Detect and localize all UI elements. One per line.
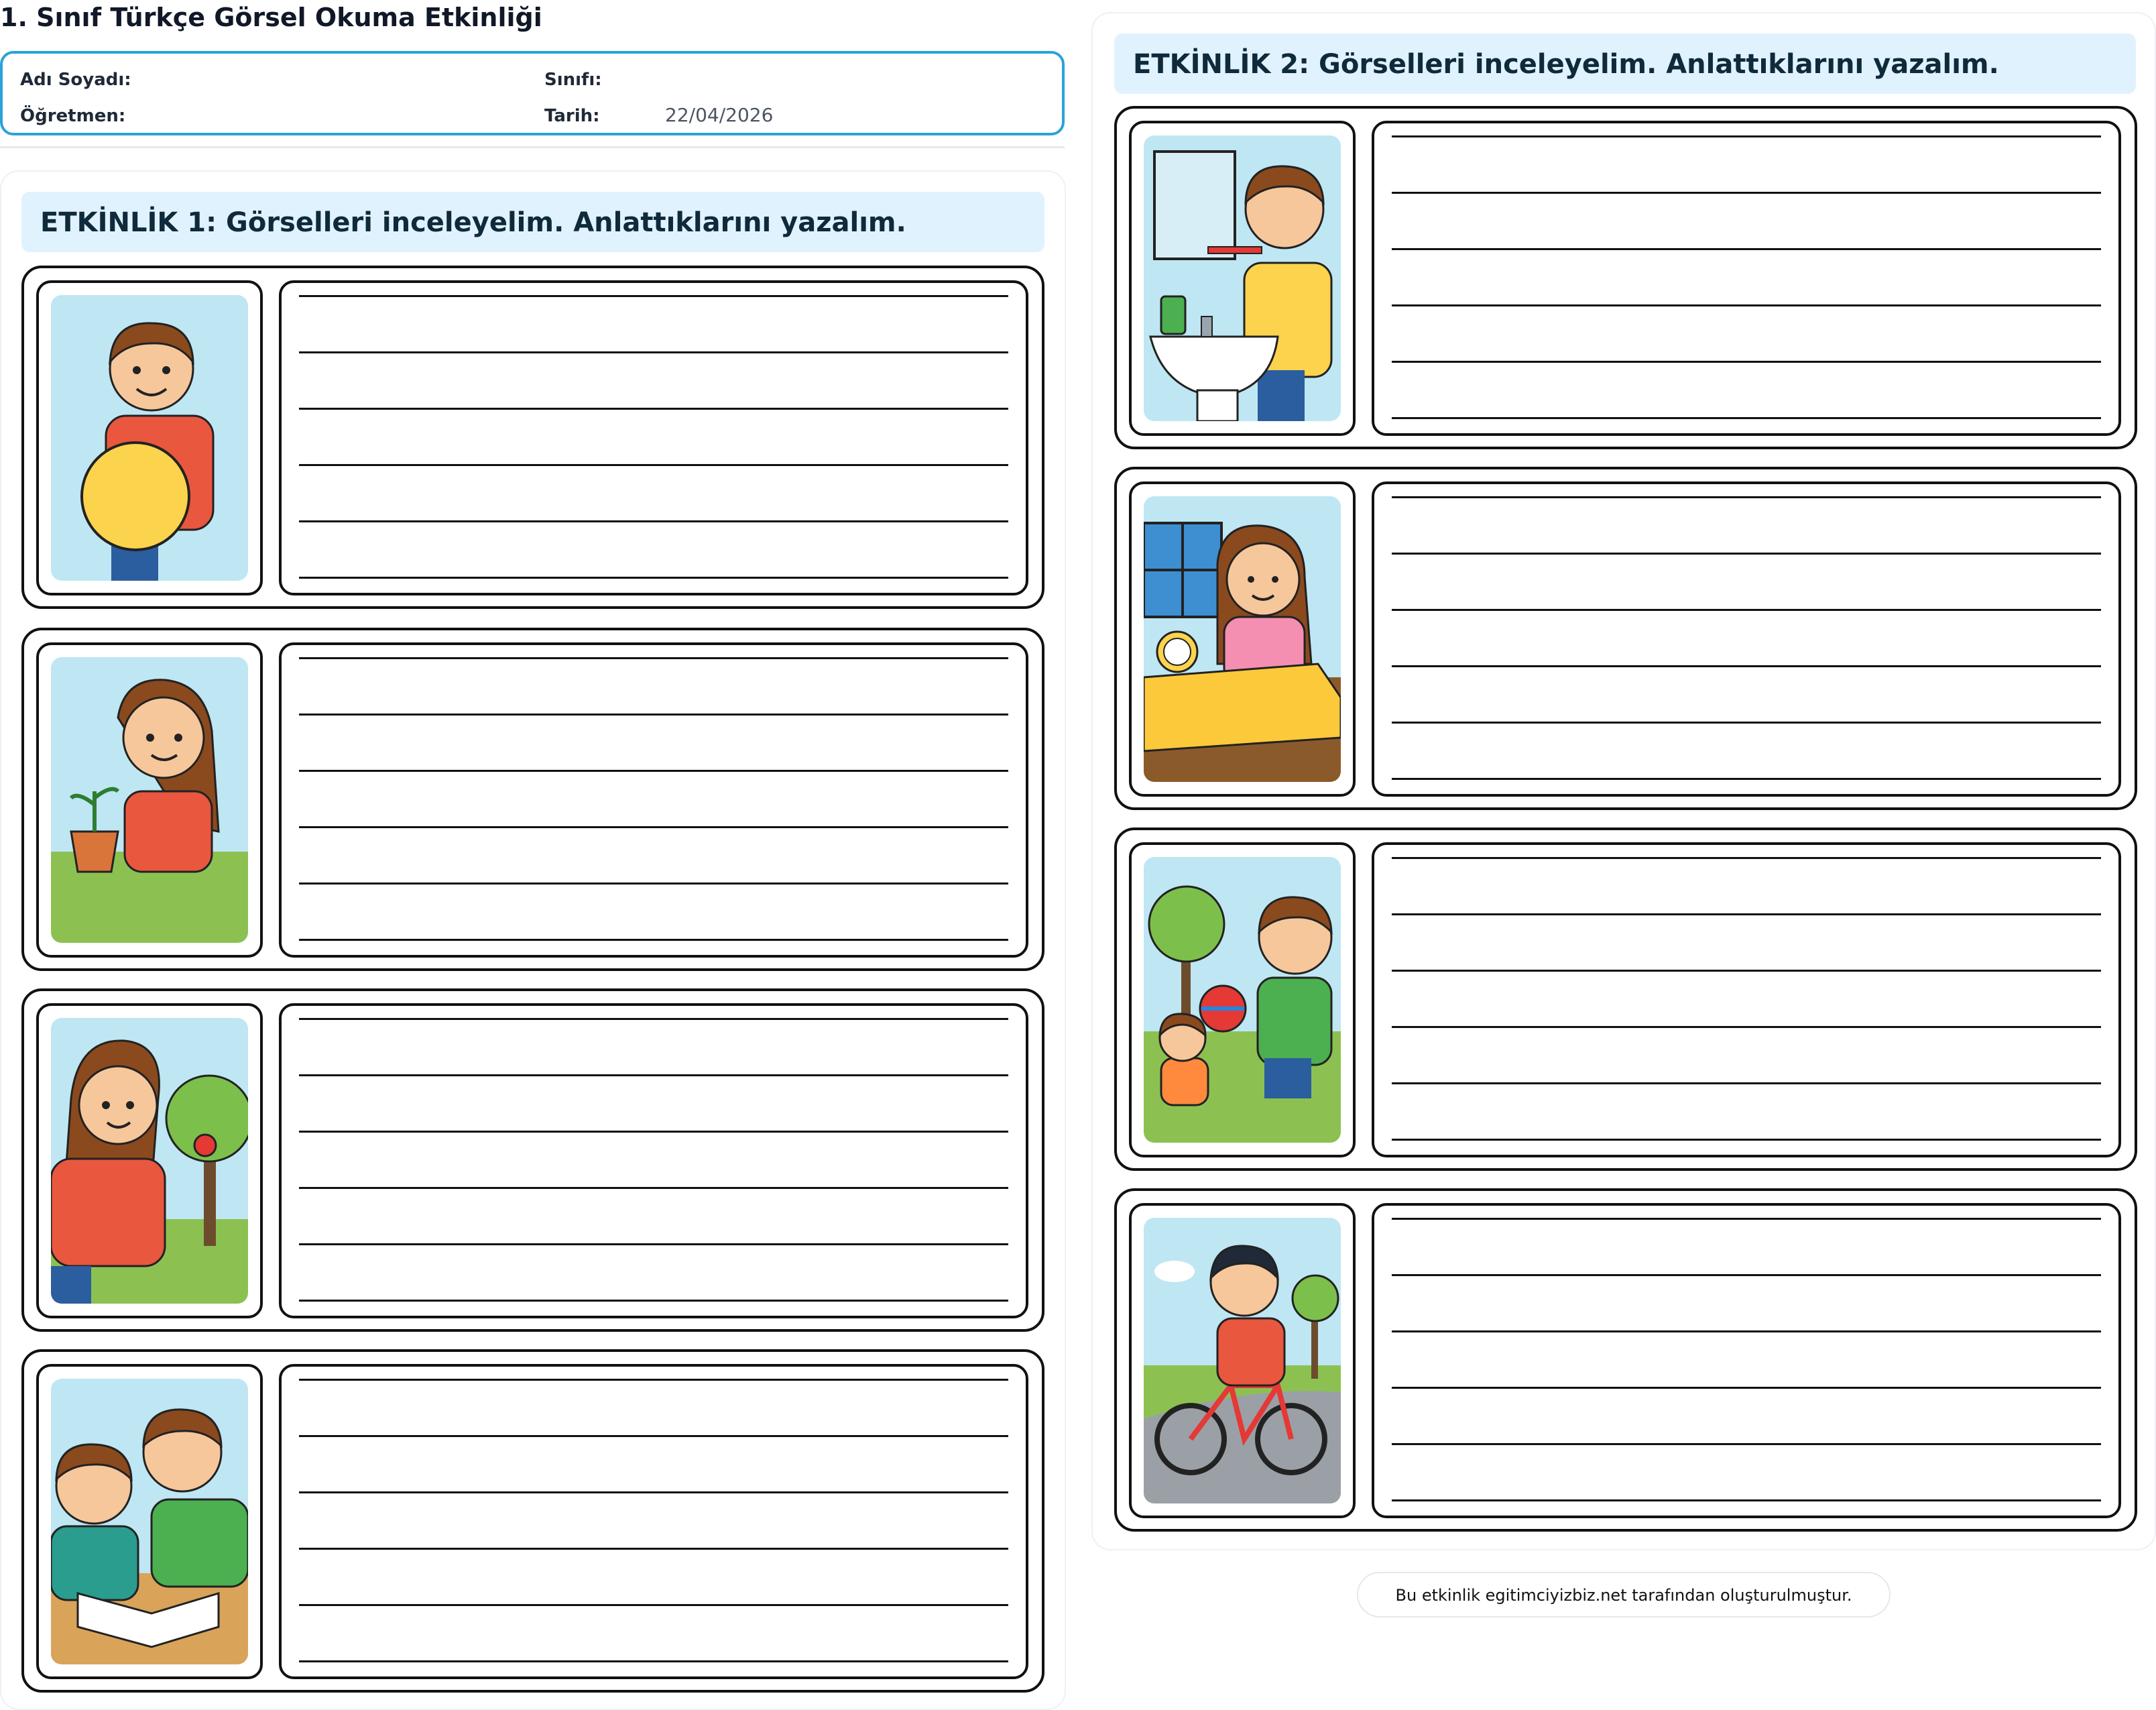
writing-line <box>1392 304 2101 306</box>
writing-area[interactable] <box>1372 481 2121 797</box>
writing-line <box>299 1491 1008 1493</box>
picture-frame <box>1129 481 1356 797</box>
activity-2-panel <box>1091 12 2156 1550</box>
writing-line <box>299 882 1008 885</box>
writing-line <box>1392 135 2101 137</box>
writing-line <box>1392 778 2101 780</box>
class-label: Sınıfı: <box>544 70 602 90</box>
writing-line <box>299 1074 1008 1076</box>
name-label: Adı Soyadı: <box>20 70 131 90</box>
activity-1-card <box>21 988 1044 1332</box>
writing-line <box>299 657 1008 659</box>
writing-area[interactable] <box>1372 842 2121 1157</box>
writing-line <box>1392 553 2101 555</box>
girl-making-bed-icon <box>1144 496 1341 782</box>
activity-2-card <box>1114 1188 2137 1532</box>
picture-frame <box>36 1364 263 1679</box>
writing-area[interactable] <box>279 280 1028 595</box>
picture-frame <box>36 642 263 958</box>
boy-brushing-teeth-icon <box>1144 135 1341 421</box>
boys-reading-book-icon <box>51 1379 248 1664</box>
footer-credit: Bu etkinlik egitimciyizbiz.net tarafından oluşturulmuştur. <box>1357 1572 1891 1617</box>
writing-line <box>299 520 1008 522</box>
writing-line <box>299 1660 1008 1662</box>
student-info-box <box>0 51 1065 135</box>
writing-line <box>1392 1026 2101 1028</box>
header-divider <box>0 146 1065 148</box>
girl-planting-seedling-icon <box>51 657 248 943</box>
writing-line <box>299 826 1008 828</box>
writing-line <box>299 1604 1008 1606</box>
writing-line <box>299 351 1008 353</box>
writing-line <box>1392 1499 2101 1501</box>
activity-1-card <box>21 1349 1044 1693</box>
picture-frame <box>1129 1203 1356 1518</box>
writing-line <box>299 1300 1008 1302</box>
page-title: 1. Sınıf Türkçe Görsel Okuma Etkinliği <box>0 3 542 32</box>
writing-area[interactable] <box>279 1003 1028 1318</box>
writing-line <box>299 714 1008 716</box>
activity-2-title: ETKİNLİK 2: Görselleri inceleyelim. Anlattıklarını yazalım. <box>1114 34 2136 94</box>
picture-frame <box>36 280 263 595</box>
writing-line <box>299 1435 1008 1437</box>
writing-line <box>1392 1218 2101 1220</box>
writing-line <box>1392 665 2101 667</box>
writing-line <box>1392 1274 2101 1276</box>
activity-1-title: ETKİNLİK 1: Görselleri inceleyelim. Anlattıklarını yazalım. <box>21 192 1044 252</box>
activity-2-card <box>1114 106 2137 449</box>
date-label: Tarih: <box>544 106 600 126</box>
writing-area[interactable] <box>1372 1203 2121 1518</box>
teacher-label: Öğretmen: <box>20 106 126 126</box>
picture-frame <box>1129 842 1356 1157</box>
woman-picking-apple-icon <box>51 1018 248 1304</box>
writing-area[interactable] <box>279 1364 1028 1679</box>
writing-line <box>1392 1387 2101 1389</box>
boy-playing-ball-with-girl-icon <box>1144 857 1341 1143</box>
writing-line <box>1392 1139 2101 1141</box>
writing-line <box>1392 722 2101 724</box>
writing-line <box>1392 1082 2101 1084</box>
writing-line <box>299 1243 1008 1245</box>
writing-line <box>1392 496 2101 498</box>
writing-line <box>1392 361 2101 363</box>
writing-line <box>299 939 1008 941</box>
picture-frame <box>1129 121 1356 436</box>
writing-line <box>1392 1330 2101 1332</box>
writing-line <box>299 1187 1008 1189</box>
writing-line <box>299 1018 1008 1020</box>
writing-line <box>1392 609 2101 611</box>
boy-holding-ball-icon <box>51 295 248 581</box>
date-value: 22/04/2026 <box>665 104 774 126</box>
writing-line <box>299 464 1008 466</box>
writing-line <box>1392 1443 2101 1445</box>
writing-line <box>1392 192 2101 194</box>
writing-line <box>299 770 1008 772</box>
writing-line <box>299 1379 1008 1381</box>
picture-frame <box>36 1003 263 1318</box>
writing-line <box>1392 248 2101 250</box>
writing-line <box>1392 970 2101 972</box>
boy-riding-bicycle-icon <box>1144 1218 1341 1503</box>
writing-area[interactable] <box>279 642 1028 958</box>
activity-1-card <box>21 628 1044 971</box>
activity-2-card <box>1114 828 2137 1171</box>
writing-line <box>1392 857 2101 859</box>
writing-line <box>299 1131 1008 1133</box>
activity-2-card <box>1114 467 2137 810</box>
writing-area[interactable] <box>1372 121 2121 436</box>
writing-line <box>299 408 1008 410</box>
writing-line <box>299 577 1008 579</box>
writing-line <box>299 295 1008 297</box>
activity-1-panel <box>0 170 1066 1710</box>
writing-line <box>1392 913 2101 915</box>
writing-line <box>299 1548 1008 1550</box>
writing-line <box>1392 417 2101 419</box>
activity-1-card <box>21 266 1044 609</box>
